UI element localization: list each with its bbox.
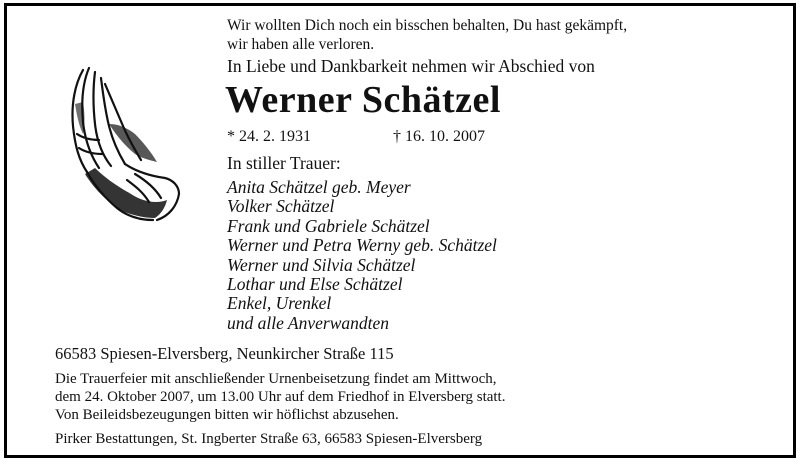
ceremony-line: Von Beileidsbezeugungen bitten wir höflichst abzusehen.: [55, 407, 399, 423]
mourner-item: Volker Schätzel: [227, 196, 335, 217]
mourner-item: Lothar und Else Schätzel: [227, 274, 403, 295]
family-address: 66583 Spiesen-Elversberg, Neunkircher Straße 115: [55, 344, 394, 363]
lead-text: In Liebe und Dankbarkeit nehmen wir Abschied von: [227, 56, 595, 76]
birth-date: * 24. 2. 1931: [227, 128, 311, 145]
deceased-name: Werner Schätzel: [225, 79, 501, 121]
mourner-item: Frank und Gabriele Schätzel: [227, 215, 430, 236]
intro-line-1: Wir wollten Dich noch ein bisschen behalten, Du hast gekämpft,: [227, 17, 628, 34]
intro-line-2: wir haben alle verloren.: [227, 36, 375, 53]
mourning-heading: In stiller Trauer:: [227, 153, 341, 173]
obituary-notice: [4, 3, 796, 458]
mourners-list: [227, 178, 497, 333]
mourner-item: Anita Schätzel geb. Meyer: [227, 177, 411, 197]
ceremony-line: dem 24. Oktober 2007, um 13.00 Uhr auf dem Friedhof in Elversberg statt.: [55, 389, 506, 405]
mourner-item: Werner und Silvia Schätzel: [227, 254, 416, 275]
ceremony-line: Die Trauerfeier mit anschließender Urnenbeisetzung findet am Mittwoch,: [55, 371, 497, 387]
mourner-item: Enkel, Urenkel: [227, 293, 332, 314]
death-date: † 16. 10. 2007: [393, 128, 485, 145]
mourner-item: und alle Anverwandten: [227, 312, 390, 333]
mourner-item: Werner und Petra Werny geb. Schätzel: [227, 235, 497, 256]
ceremony-details: [55, 370, 505, 424]
praying-hands-icon: [65, 64, 183, 224]
funeral-home: Pirker Bestattungen, St. Ingberter Straße 63, 66583 Spiesen-Elversberg: [55, 431, 483, 447]
